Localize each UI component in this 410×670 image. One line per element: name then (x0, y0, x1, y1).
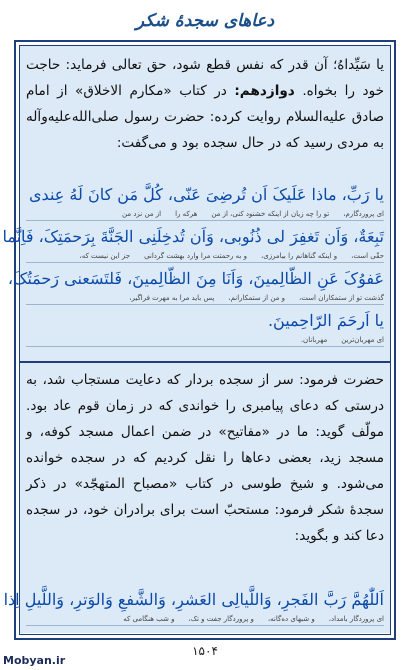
commentary-paragraph: حضرت فرمود: سر از سجده بردار که دعایت مستجاب شد، به درستی که دعای پیامبری را خواندی که در زمان قوم عاد بود. مولّف گوید: ما در «مفاتیح» در ضمن اعمال مسجد کوفه، و مسجد زید، بعضی دعاها را نقل کردیم که در سجده خوانده می‌شود. و شیخ طوسی در کتاب «مصباح المتهجّد» در ذکر سجدهٔ شکر فرمود: مستحبّ است برای برادران خود، در سجده دعا کند و بگوید: (26, 372, 384, 544)
inner-frame (2, 45, 391, 635)
arabic-line-3: عَفوُکَ عَنِ الظّالِمینَ، وَاَنَا مِنَ الظّالِمینَ، فَلتَسَعنی رَحمَتُکَ، (7, 269, 384, 288)
arabic-line-5: اَللّٰهُمَّ رَبَّ الفَجرِ، وَاللَّیالِی العَشرِ، وَالشَّفعِ وَالوَترِ، وَاللَّیلِ اِذا (3, 590, 384, 609)
translation-item: و پروردگار جفت و تک، (188, 615, 254, 623)
translation-item: و شب هنگامی که (123, 615, 175, 623)
translation-item: ای مهربان‌ترین (341, 336, 384, 344)
intro-text-1: یا سَیِّداهُ؛ آن قدر که نفس قطع شود، حق تعالی فرماید: حاجت خود را بخواه. (26, 57, 384, 99)
intro-text-2: در کتاب «مکارم الاخلاق» از امام صادق علیه‌السلام روایت کرده: حضرت رسول صلی‌الله‌علیه‌وآله به مردی رسید که در حال سجده بود و می‌گفت: (26, 83, 384, 151)
translation-line-5 (26, 613, 384, 626)
site-watermark[interactable]: Mobyan.ir (3, 654, 66, 667)
translation-item: تو را چه زیان از اینکه خشنود کنی، از من (211, 210, 330, 218)
arabic-line-4: یا اَرحَمَ الرّاحِمینَ. (267, 311, 384, 330)
arabic-line-2: تَبِعَةٌ، وَاَن تَغفِرَ لی ذُنُوبی، وَاَن تُدخِلَنِی الجَنَّةَ بِرَحمَتِکَ، فَاِنَّما (2, 227, 384, 246)
translation-item: ای پروردگارم، (343, 210, 384, 218)
translation-item: پس باید مرا به مهرت فراگیر، (129, 294, 215, 302)
translation-line-2 (26, 250, 384, 263)
arabic-line-1: یا رَبِّ، ماذا عَلَیکَ اَن تُرضِیَ عَنّی، کُلَّ مَن کانَ لَهُ عِندی (29, 185, 384, 204)
translation-item: گذشت تو از ستمکاران است، (299, 294, 384, 302)
translation-item: و شبهای ده‌گانه، (267, 615, 315, 623)
page-number: ۱۵۰۴ (192, 644, 218, 658)
translation-item: مهربانان. (300, 336, 328, 344)
page-header-title: دعاهای سجدهٔ شکر (135, 11, 275, 31)
translation-item: هرکه را (175, 210, 198, 218)
translation-item: ای پروردگار بامداد، (328, 615, 384, 623)
translation-item: و من از ستمکارانم، (228, 294, 286, 302)
translation-item: حقّی است، (351, 252, 384, 260)
translation-item: و اینکه گناهانم را بیامرزی، (260, 252, 338, 260)
translation-line-1 (26, 208, 384, 221)
section-1 (2, 46, 390, 361)
content-frame (2, 40, 396, 640)
intro-paragraph (26, 52, 384, 156)
translation-line-4 (26, 334, 384, 347)
translation-line-3 (26, 292, 384, 305)
translation-item: و به رحمتت مرا وارد بهشت گردانی (144, 252, 247, 260)
translation-item: از من نزد من (122, 210, 162, 218)
translation-item: جز این نیست که، (79, 252, 131, 260)
section-2 (3, 363, 390, 633)
intro-heading-twelfth: دوازدهم: (234, 83, 295, 99)
